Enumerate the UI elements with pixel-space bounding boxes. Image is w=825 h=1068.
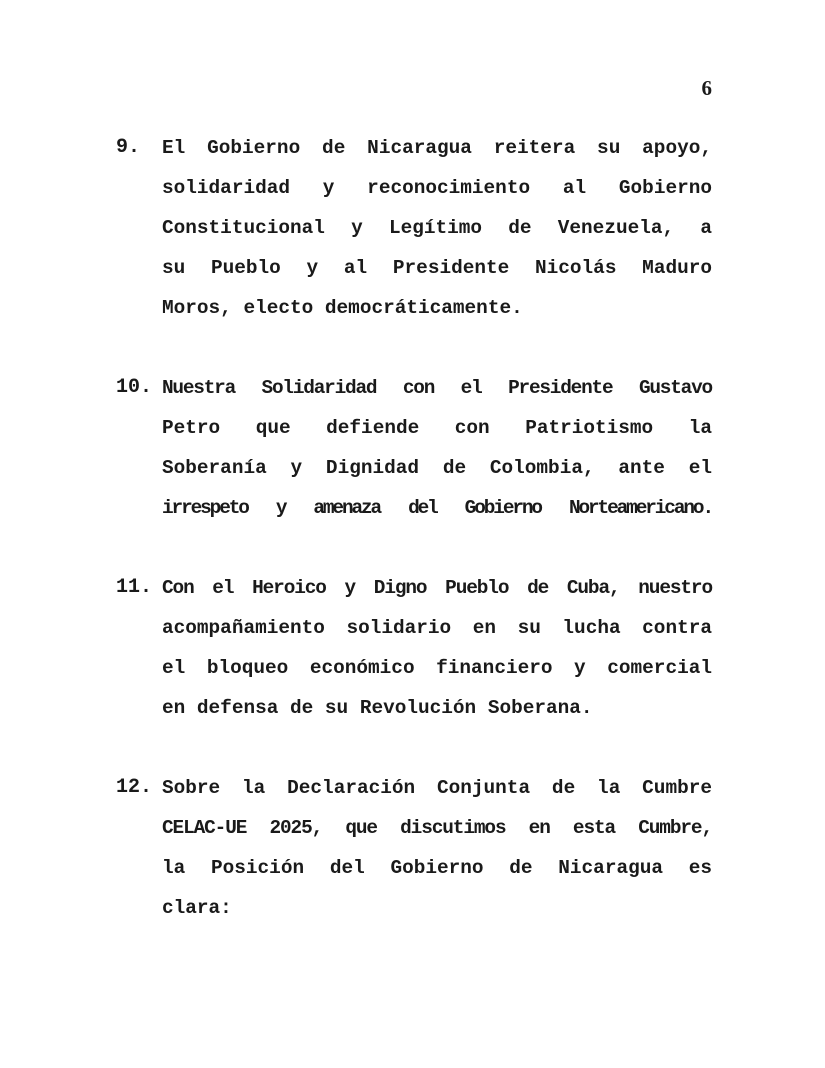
text-line: la Posición del Gobierno de Nicaragua es: [162, 857, 712, 879]
text-line: Nuestra Solidaridad con el Presidente Gustavo: [162, 377, 712, 399]
text-line: Moros, electo democráticamente.: [162, 297, 523, 319]
item-text: [162, 568, 712, 728]
text-line: clara:: [162, 897, 232, 919]
item-text: [162, 128, 712, 328]
text-line: Petro que defiende con Patriotismo la: [162, 417, 712, 439]
item-text: [162, 768, 712, 928]
page-number: 6: [701, 76, 712, 100]
text-line: su Pueblo y al Presidente Nicolás Maduro: [162, 257, 712, 279]
text-line: Soberanía y Dignidad de Colombia, ante el: [162, 457, 712, 479]
text-line: acompañamiento solidario en su lucha contra: [162, 617, 712, 639]
text-line: el bloqueo económico financiero y comercial: [162, 657, 712, 679]
text-line: CELAC-UE 2025, que discutimos en esta Cumbre,: [162, 817, 712, 839]
text-line: irrespeto y amenaza del Gobierno Norteamericano.: [162, 497, 712, 519]
text-line: Constitucional y Legítimo de Venezuela, a: [162, 217, 712, 239]
text-line: El Gobierno de Nicaragua reitera su apoyo,: [162, 137, 712, 159]
item-text: [162, 368, 712, 528]
text-line: solidaridad y reconocimiento al Gobierno: [162, 177, 712, 199]
text-line: Con el Heroico y Digno Pueblo de Cuba, nuestro: [162, 577, 712, 599]
text-line: en defensa de su Revolución Soberana.: [162, 697, 593, 719]
item-number: 10.: [116, 376, 153, 399]
item-number: 12.: [116, 776, 153, 799]
item-number: 11.: [116, 576, 153, 599]
text-line: Sobre la Declaración Conjunta de la Cumbre: [162, 777, 712, 799]
item-number: 9.: [116, 136, 141, 159]
